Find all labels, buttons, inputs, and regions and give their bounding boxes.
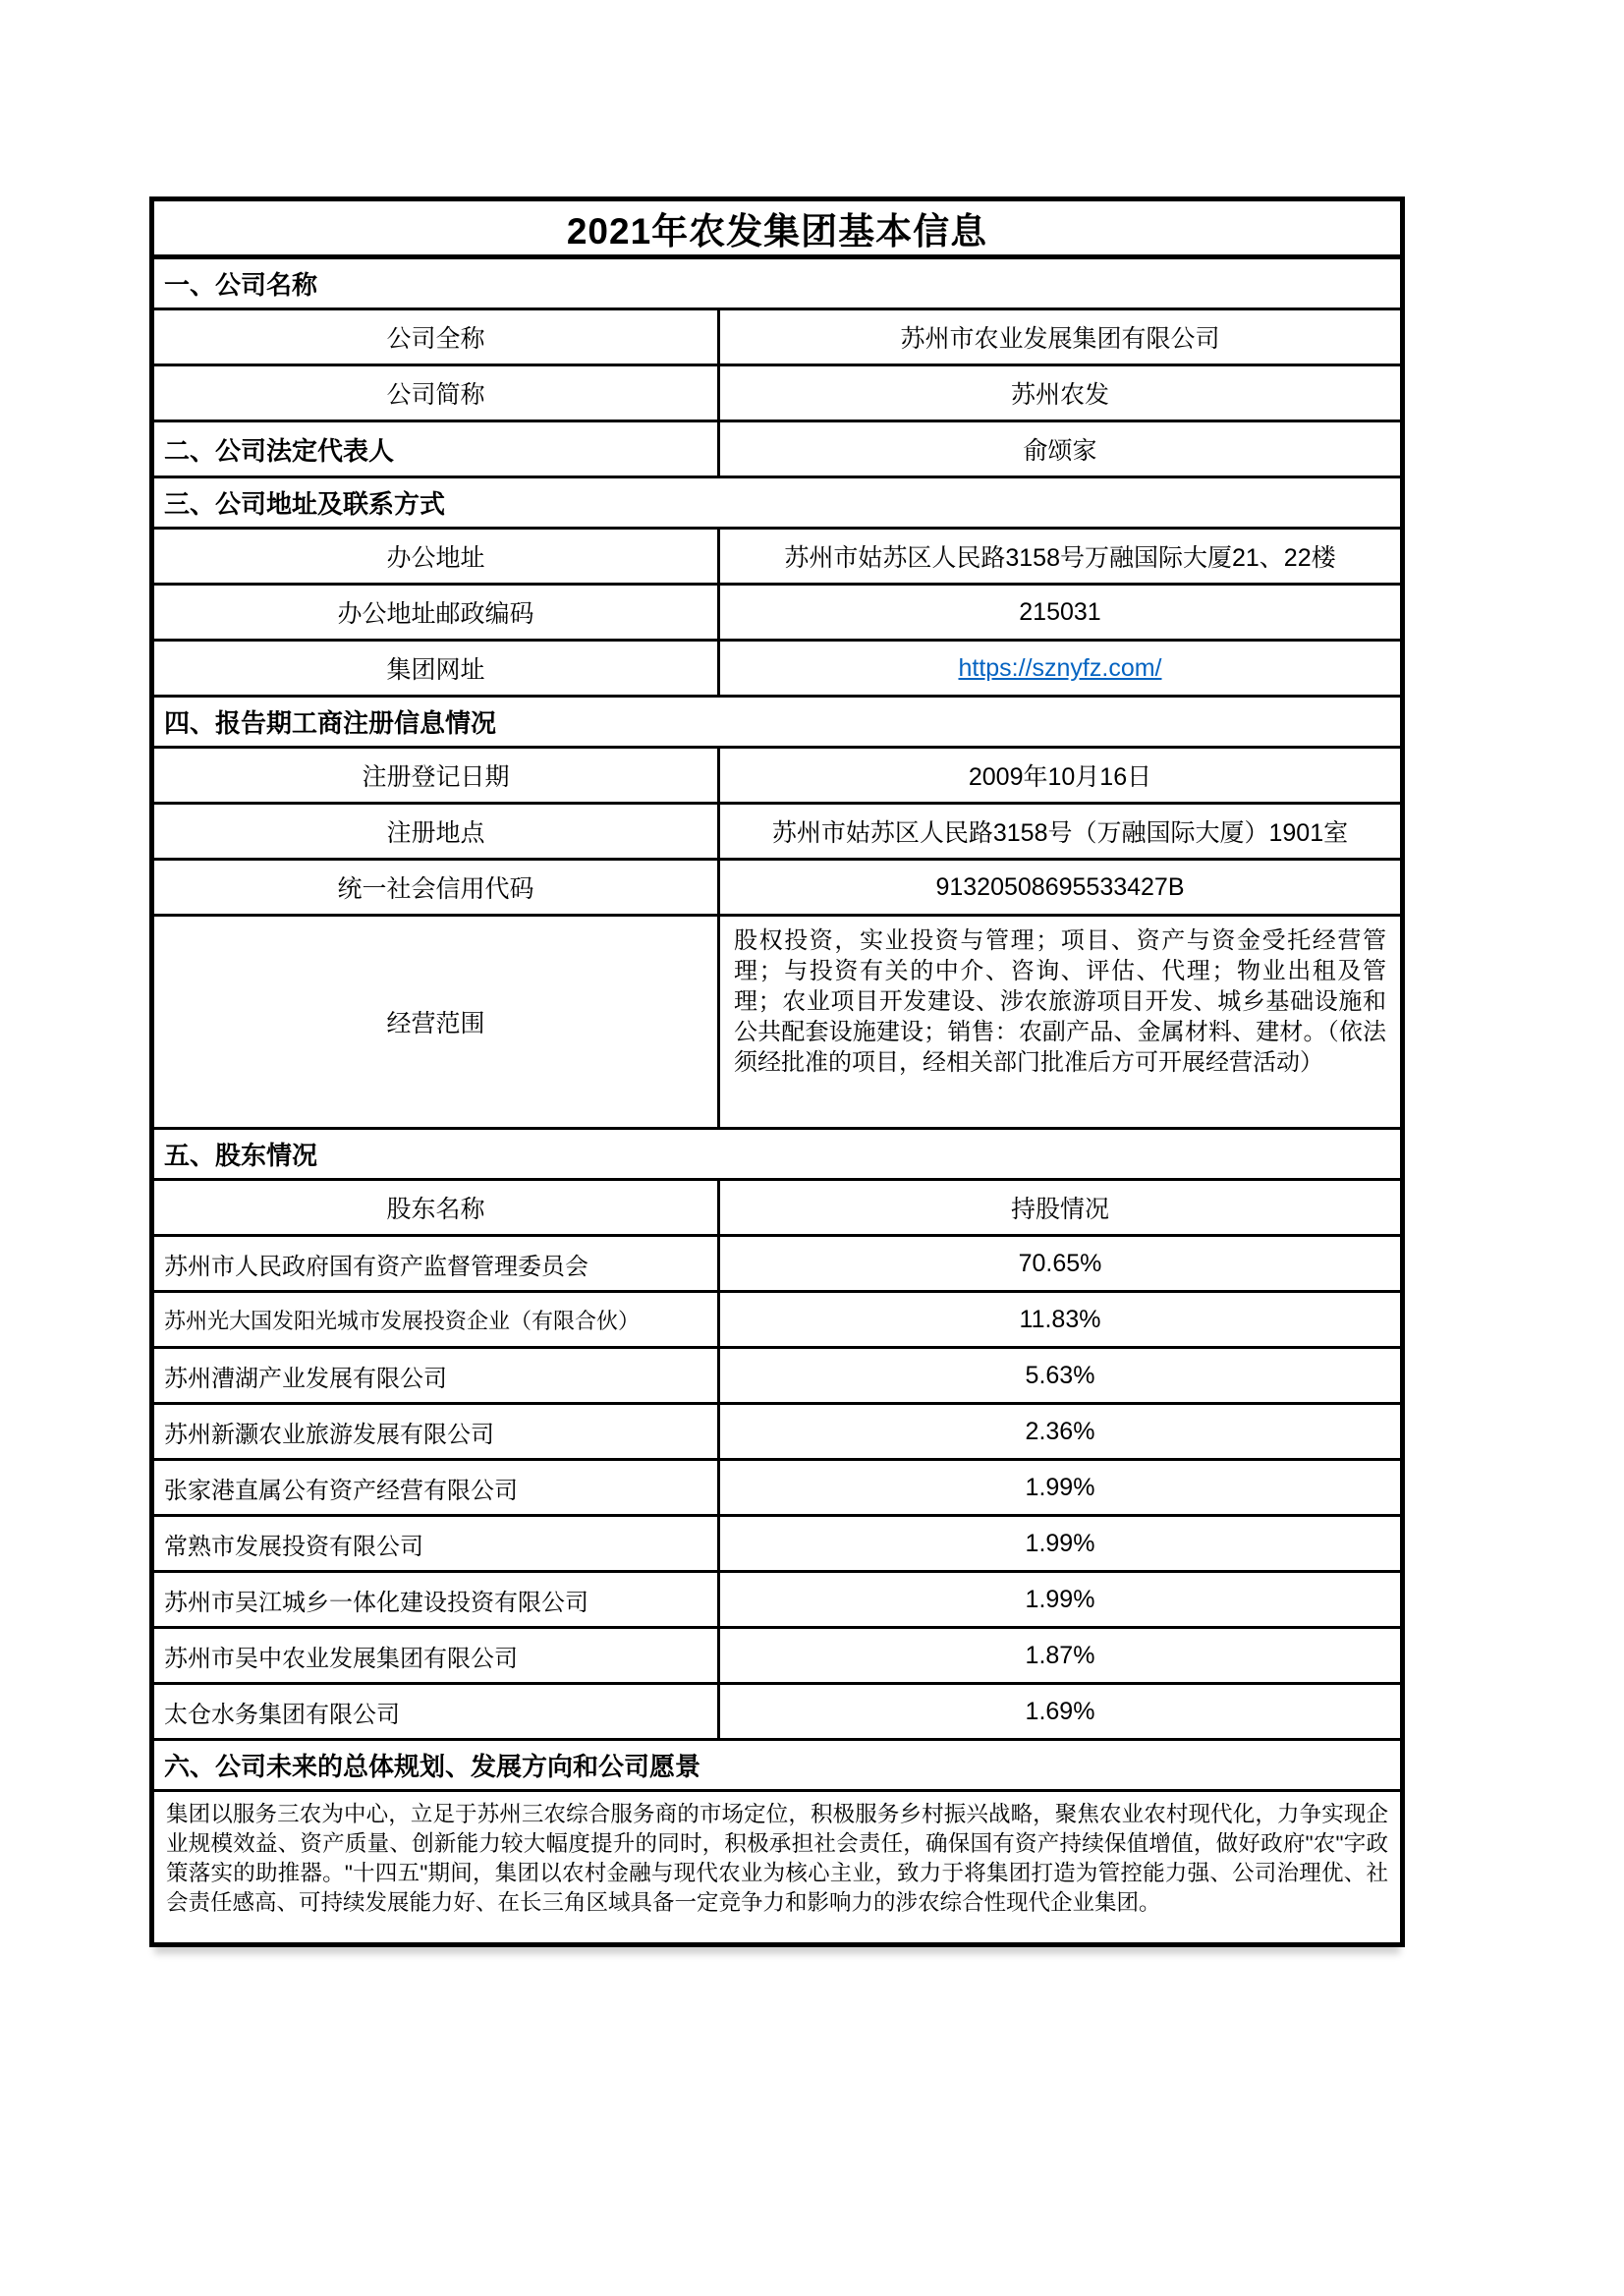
shareholder-name: 苏州市吴江城乡一体化建设投资有限公司 (164, 1589, 588, 1616)
row-business-scope (154, 917, 1400, 1130)
row-registration-place (154, 805, 1400, 861)
shareholder-pct: 11.83% (717, 1293, 1400, 1346)
shareholder-name: 常熟市发展投资有限公司 (164, 1533, 423, 1560)
shareholder-name: 苏州漕湖产业发展有限公司 (164, 1365, 447, 1392)
shareholder-row (154, 1237, 1400, 1293)
company-info-table (149, 196, 1405, 1947)
title-row (154, 201, 1400, 259)
website-link[interactable]: https://sznyfz.com/ (958, 653, 1162, 682)
business-scope-value: 股权投资，实业投资与管理；项目、资产与资金受托经营管理；与投资有关的中介、咨询、评估、代理；物业出租及管理；农业项目开发建设、涉农旅游项目开发、城乡基础设施和公共配套设施建设；销售：农副产品、金属材料、建材。（依法须经批准的项目，经相关部门批准后方可开展经营活动） (717, 917, 1400, 1127)
section-shareholders-header-row (154, 1130, 1400, 1181)
zip-code-value: 215031 (717, 586, 1400, 639)
shareholder-pct: 2.36% (717, 1405, 1400, 1458)
office-address-label: 办公地址 (386, 544, 485, 572)
shareholder-row (154, 1517, 1400, 1573)
section-address-header: 三、公司地址及联系方式 (164, 489, 446, 519)
shareholder-name: 苏州市吴中农业发展集团有限公司 (164, 1645, 518, 1672)
shareholder-pct: 70.65% (717, 1237, 1400, 1290)
shareholder-pct: 1.69% (717, 1685, 1400, 1738)
shareholder-row (154, 1405, 1400, 1461)
business-scope-label: 经营范围 (386, 1010, 485, 1037)
shareholder-pct: 1.99% (717, 1573, 1400, 1626)
registration-place-label: 注册地点 (386, 819, 485, 847)
shareholder-pct: 5.63% (717, 1349, 1400, 1402)
shareholder-name: 张家港直属公有资产经营有限公司 (164, 1477, 518, 1504)
shareholders-column-header-row (154, 1181, 1400, 1237)
section-registration-header: 四、报告期工商注册信息情况 (164, 708, 497, 738)
section-company-name-header-row (154, 259, 1400, 310)
shareholder-name: 苏州光大国发阳光城市发展投资企业（有限合伙） (164, 1308, 641, 1333)
shareholder-row (154, 1573, 1400, 1629)
legal-representative-value: 俞颂家 (717, 422, 1400, 476)
shareholder-row (154, 1293, 1400, 1349)
shareholding-column-header: 持股情况 (717, 1181, 1400, 1234)
registration-date-value: 2009年10月16日 (717, 749, 1400, 802)
section-shareholders-header: 五、股东情况 (164, 1141, 318, 1170)
row-zip-code (154, 586, 1400, 642)
section-vision-header: 六、公司未来的总体规划、发展方向和公司愿景 (164, 1752, 701, 1781)
full-name-value: 苏州市农业发展集团有限公司 (717, 310, 1400, 364)
credit-code-value: 91320508695533427B (717, 861, 1400, 914)
row-legal-representative (154, 422, 1400, 478)
shareholder-pct: 1.99% (717, 1517, 1400, 1570)
shareholder-pct: 1.99% (717, 1461, 1400, 1514)
row-website (154, 642, 1400, 698)
full-name-label: 公司全称 (386, 325, 485, 353)
section-vision-header-row (154, 1741, 1400, 1792)
registration-place-value: 苏州市姑苏区人民路3158号（万融国际大厦）1901室 (717, 805, 1400, 858)
shareholder-row (154, 1349, 1400, 1405)
short-name-label: 公司简称 (386, 381, 485, 409)
vision-paragraph: 集团以服务三农为中心，立足于苏州三农综合服务商的市场定位，积极服务乡村振兴战略，聚焦农业农村现代化，力争实现企业规模效益、资产质量、创新能力较大幅度提升的同时，积极承担社会责任，确保国有资产持续保值增值，做好政府"农"字政策落实的助推器。"十四五"期间，集团以农村金融与现代农业为核心主业，致力于将集团打造为管控能力强、公司治理优、社会责任感高、可持续发展能力好、在长三角区域具备一定竞争力和影响力的涉农综合性现代企业集团。 (166, 1802, 1388, 1915)
registration-date-label: 注册登记日期 (362, 763, 510, 791)
row-office-address (154, 530, 1400, 586)
credit-code-label: 统一社会信用代码 (337, 875, 534, 903)
shareholder-name: 苏州新灏农业旅游发展有限公司 (164, 1421, 494, 1448)
row-full-name (154, 310, 1400, 366)
section-registration-header-row (154, 698, 1400, 749)
website-label: 集团网址 (386, 656, 485, 684)
vision-paragraph-row (154, 1792, 1400, 1942)
shareholder-row (154, 1461, 1400, 1517)
short-name-value: 苏州农发 (717, 366, 1400, 420)
shareholder-name-column-header: 股东名称 (386, 1196, 485, 1223)
section-company-name-header: 一、公司名称 (164, 270, 318, 300)
zip-code-label: 办公地址邮政编码 (337, 600, 534, 628)
row-registration-date (154, 749, 1400, 805)
shareholder-name: 太仓水务集团有限公司 (164, 1701, 400, 1728)
shareholder-row (154, 1685, 1400, 1741)
section-address-header-row (154, 478, 1400, 530)
shareholder-pct: 1.87% (717, 1629, 1400, 1682)
document-title: 2021年农发集团基本信息 (566, 211, 988, 252)
shareholder-row (154, 1629, 1400, 1685)
office-address-value: 苏州市姑苏区人民路3158号万融国际大厦21、22楼 (717, 530, 1400, 583)
shareholder-name: 苏州市人民政府国有资产监督管理委员会 (164, 1253, 588, 1280)
legal-representative-label: 二、公司法定代表人 (164, 435, 395, 466)
website-value-cell (717, 642, 1400, 695)
row-credit-code (154, 861, 1400, 917)
row-short-name (154, 366, 1400, 422)
